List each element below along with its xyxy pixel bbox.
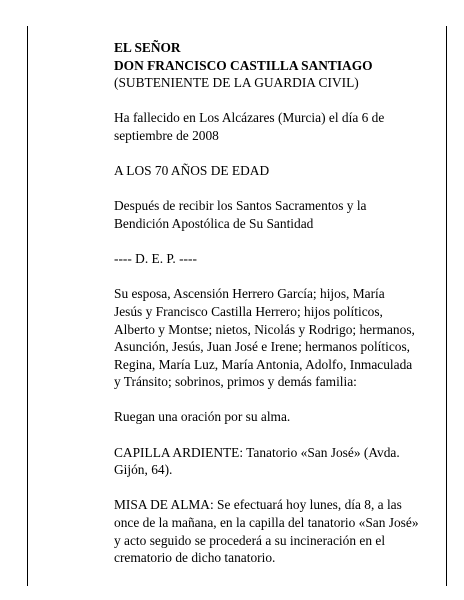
family-line: Asunción, Jesús, Juan José e Irene; hermanos políticos, bbox=[114, 339, 411, 355]
sacraments-line-2: Bendición Apostólica de Su Santidad bbox=[114, 215, 314, 231]
dep-line bbox=[114, 250, 439, 268]
death-notice-line-2: septiembre de 2008 bbox=[114, 127, 219, 143]
right-border-line bbox=[446, 26, 447, 586]
family-block bbox=[114, 285, 439, 391]
family-line: y Tránsito; sobrinos, primos y demás familia: bbox=[114, 374, 357, 390]
family-line: Su esposa, Ascensión Herrero García; hijos, María bbox=[114, 286, 385, 302]
mass-line: y acto seguido se procederá a su incineración en el bbox=[114, 532, 386, 548]
header-block bbox=[114, 39, 439, 92]
chapel-block bbox=[114, 444, 439, 479]
chapel-line-2: Gijón, 64). bbox=[114, 462, 173, 478]
death-notice-line-1: Ha fallecido en Los Alcázares (Murcia) el día 6 de bbox=[114, 110, 385, 126]
deceased-name: DON FRANCISCO CASTILLA SANTIAGO bbox=[114, 57, 373, 73]
dep-text: ---- D. E. P. ---- bbox=[114, 251, 197, 267]
obituary-content bbox=[114, 39, 439, 584]
family-line: Regina, María Luz, María Antonia, Adolfo, Inmaculada bbox=[114, 356, 413, 372]
prayer-line bbox=[114, 408, 439, 426]
sacraments-block bbox=[114, 197, 439, 232]
left-border-line bbox=[27, 26, 28, 586]
age-line bbox=[114, 162, 439, 180]
age-text: A LOS 70 AÑOS DE EDAD bbox=[114, 163, 270, 179]
family-line: Jesús y Francisco Castilla Herrero; hijos políticos, bbox=[114, 303, 383, 319]
mass-line: crematorio de dicho tanatorio. bbox=[114, 550, 276, 566]
chapel-line-1: CAPILLA ARDIENTE: Tanatorio «San José» (Avda. bbox=[114, 444, 400, 460]
death-notice bbox=[114, 109, 439, 144]
mass-line: once de la mañana, en la capilla del tanatorio «San José» bbox=[114, 515, 419, 531]
sacraments-line-1: Después de recibir los Santos Sacramentos y la bbox=[114, 198, 367, 214]
mass-line: MISA DE ALMA: Se efectuará hoy lunes, día 8, a las bbox=[114, 497, 402, 513]
mass-block bbox=[114, 496, 439, 566]
deceased-rank: (SUBTENIENTE DE LA GUARDIA CIVIL) bbox=[114, 75, 359, 91]
prayer-text: Ruegan una oración por su alma. bbox=[114, 409, 291, 425]
family-line: Alberto y Montse; nietos, Nicolás y Rodrigo; hermanos, bbox=[114, 321, 415, 337]
header-title: EL SEÑOR bbox=[114, 40, 181, 55]
